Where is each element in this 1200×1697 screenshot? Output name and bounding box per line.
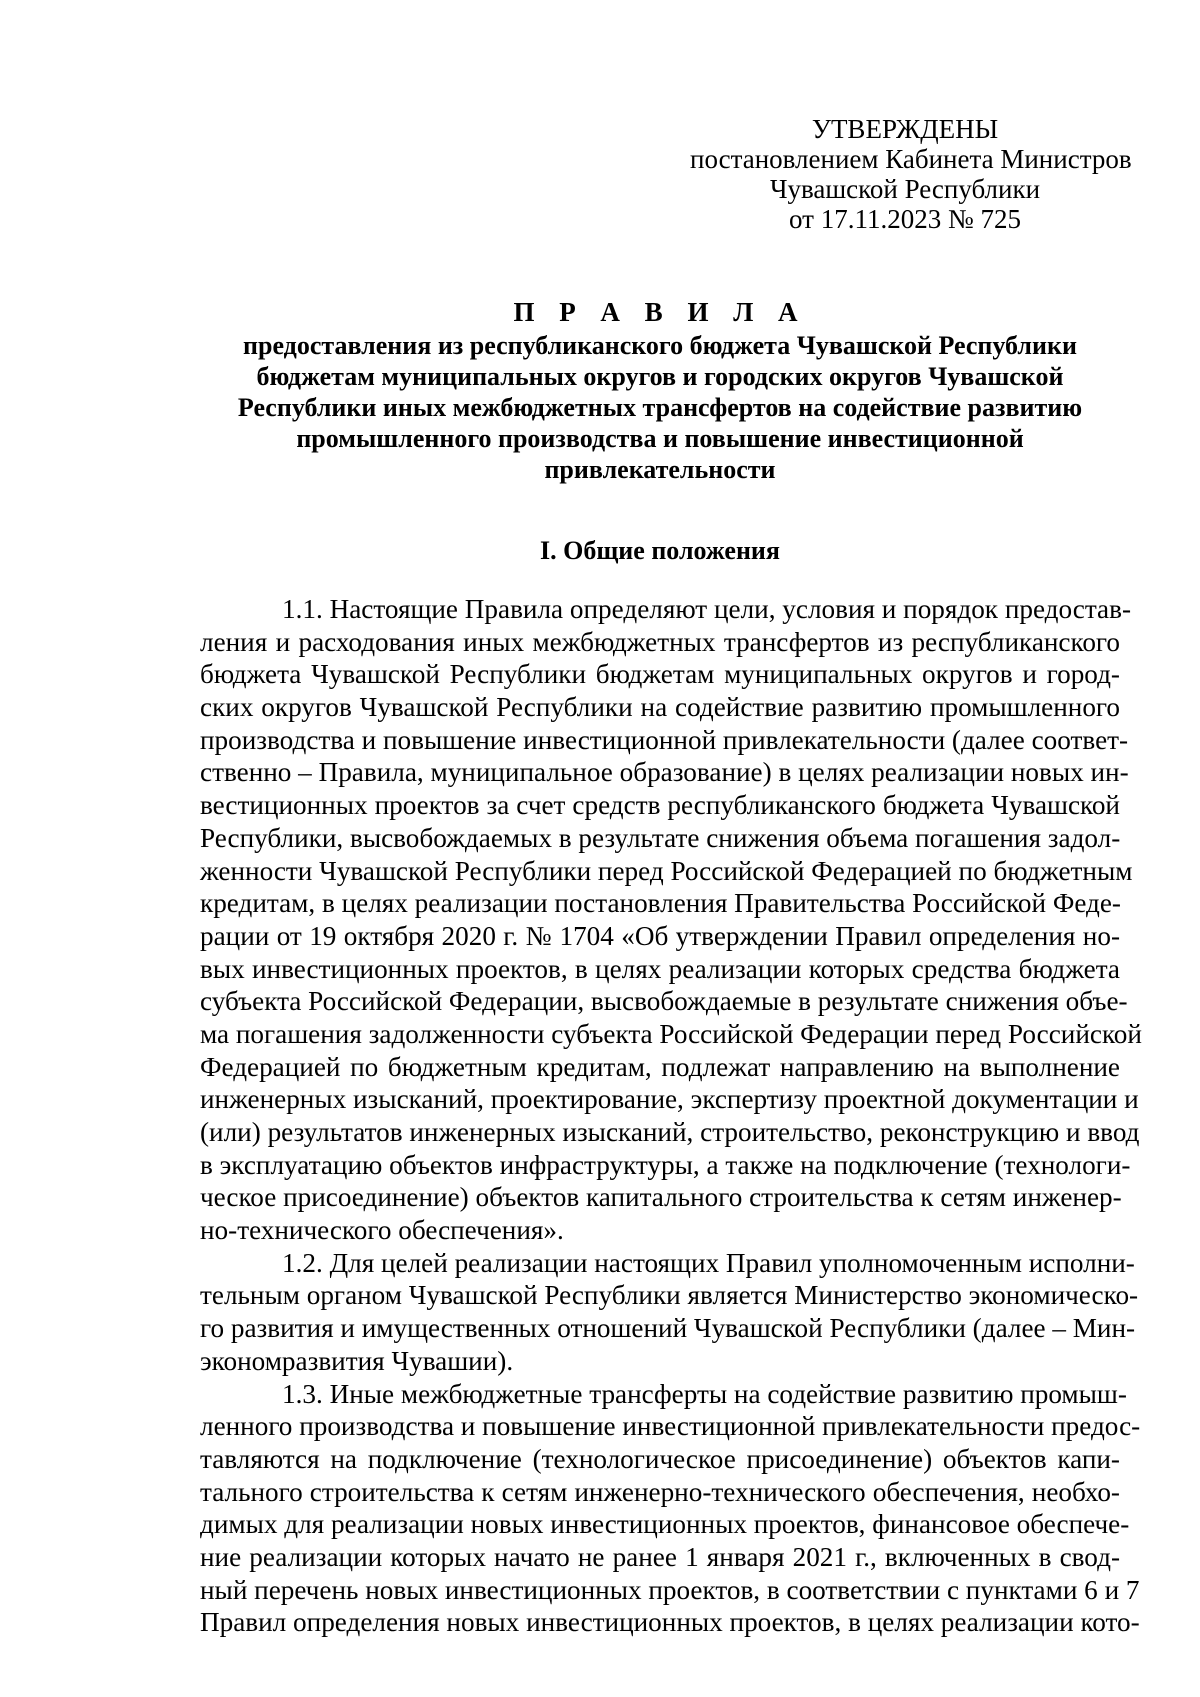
paragraph-line: ления и расходования иных межбюджетных трансфертов из республиканского <box>200 626 1120 657</box>
paragraph-line: тавляются на подключение (технологическое присоединение) объектов капи- <box>200 1443 1120 1474</box>
document-subtitle-line: привлекательности <box>544 455 776 484</box>
document-subtitle-line: Республики иных межбюджетных трансфертов на содействие развитию <box>237 393 1083 422</box>
paragraph-line: рации от 19 октября 2020 г. № 1704 «Об утверждении Правил определения но- <box>200 920 1120 951</box>
paragraph-line: ческое присоединение) объектов капитального строительства к сетям инженер- <box>200 1182 1122 1213</box>
paragraph-line: 1.1. Настоящие Правила определяют цели, условия и порядок предостав- <box>282 594 1132 624</box>
paragraph-line: тельным органом Чувашской Республики является Министерство экономическо- <box>200 1280 1139 1311</box>
paragraph-line: кредитам, в целях реализации постановления Правительства Российской Феде- <box>200 888 1121 919</box>
document-title-block <box>200 296 1120 485</box>
paragraph-line: Республики, высвобождаемых в результате снижения объема погашения задол- <box>200 822 1121 853</box>
paragraph-line: производства и повышение инвестиционной привлекательности (далее соответ- <box>200 724 1129 755</box>
document-subtitle-line: предоставления из республиканского бюджета Чувашской Республики <box>243 331 1077 360</box>
paragraph-line: но-технического обеспечения». <box>200 1215 564 1246</box>
paragraph-line: бюджета Чувашской Республики бюджетам муниципальных округов и город- <box>200 659 1120 690</box>
paragraph-line: ленного производства и повышение инвестиционной привлекательности предос- <box>200 1411 1141 1442</box>
approval-stamp <box>690 114 1132 234</box>
paragraph-line: вых инвестиционных проектов, в целях реализации которых средства бюджета <box>200 953 1120 984</box>
paragraph-line: тального строительства к сетям инженерно-технического обеспечения, необхо- <box>200 1476 1120 1507</box>
paragraph-line: ный перечень новых инвестиционных проектов, в соответствии с пунктами 6 и 7 <box>200 1574 1140 1605</box>
paragraph-line: в эксплуатацию объектов инфраструктуры, а также на подключение (технологи- <box>200 1149 1131 1180</box>
paragraph-line: (или) результатов инженерных изысканий, строительство, реконструкцию и ввод <box>200 1117 1140 1147</box>
paragraph-line: 1.3. Иные межбюджетные трансферты на содействие развитию промыш- <box>282 1378 1127 1409</box>
paragraph-line: димых для реализации новых инвестиционных проектов, финансовое обеспече- <box>200 1509 1130 1540</box>
paragraph-line: Правил определения новых инвестиционных проектов, в целях реализации кото- <box>200 1607 1140 1638</box>
paragraph-line: ние реализации которых начато не ранее 1 января 2021 г., включенных в свод- <box>200 1541 1120 1572</box>
paragraph-line: субъекта Российской Федерации, высвобождаемые в результате снижения объе- <box>200 986 1128 1017</box>
paragraph-line: Федерацией по бюджетным кредитам, подлежат направлению на выполнение <box>200 1051 1120 1082</box>
approval-issuer: постановлением Кабинета Министров <box>690 144 1132 174</box>
paragraph-line: инженерных изысканий, проектирование, экспертизу проектной документации и <box>200 1084 1139 1115</box>
paragraph-line: ских округов Чувашской Республики на содействие развитию промышленного <box>200 692 1120 723</box>
paragraph-line: вестиционных проектов за счет средств республиканского бюджета Чувашской <box>200 790 1120 821</box>
paragraph-line: ма погашения задолженности субъекта Российской Федерации перед Российской <box>200 1018 1142 1049</box>
document-subtitle-line: промышленного производства и повышение инвестиционной <box>296 424 1024 453</box>
document-title: П Р А В И Л А <box>513 297 807 327</box>
approval-heading: УТВЕРЖДЕНЫ <box>811 114 999 144</box>
paragraph-line: экономразвития Чувашии). <box>200 1345 514 1376</box>
approval-issuer-region: Чувашской Республики <box>769 174 1041 204</box>
paragraph-line: ственно – Правила, муниципальное образование) в целях реализации новых ин- <box>200 757 1129 788</box>
body-text <box>200 593 1142 1639</box>
paragraph-line: женности Чувашской Республики перед Российской Федерацией по бюджетным <box>200 855 1133 886</box>
document-subtitle-line: бюджетам муниципальных округов и городских округов Чувашской <box>256 362 1064 391</box>
section-heading: I. Общие положения <box>540 536 780 565</box>
paragraph-line: 1.2. Для целей реализации настоящих Правил уполномоченным исполни- <box>282 1247 1135 1278</box>
paragraph-line: го развития и имущественных отношений Чувашской Республики (далее – Мин- <box>200 1313 1136 1344</box>
approval-date-number: от 17.11.2023 № 725 <box>789 204 1021 234</box>
